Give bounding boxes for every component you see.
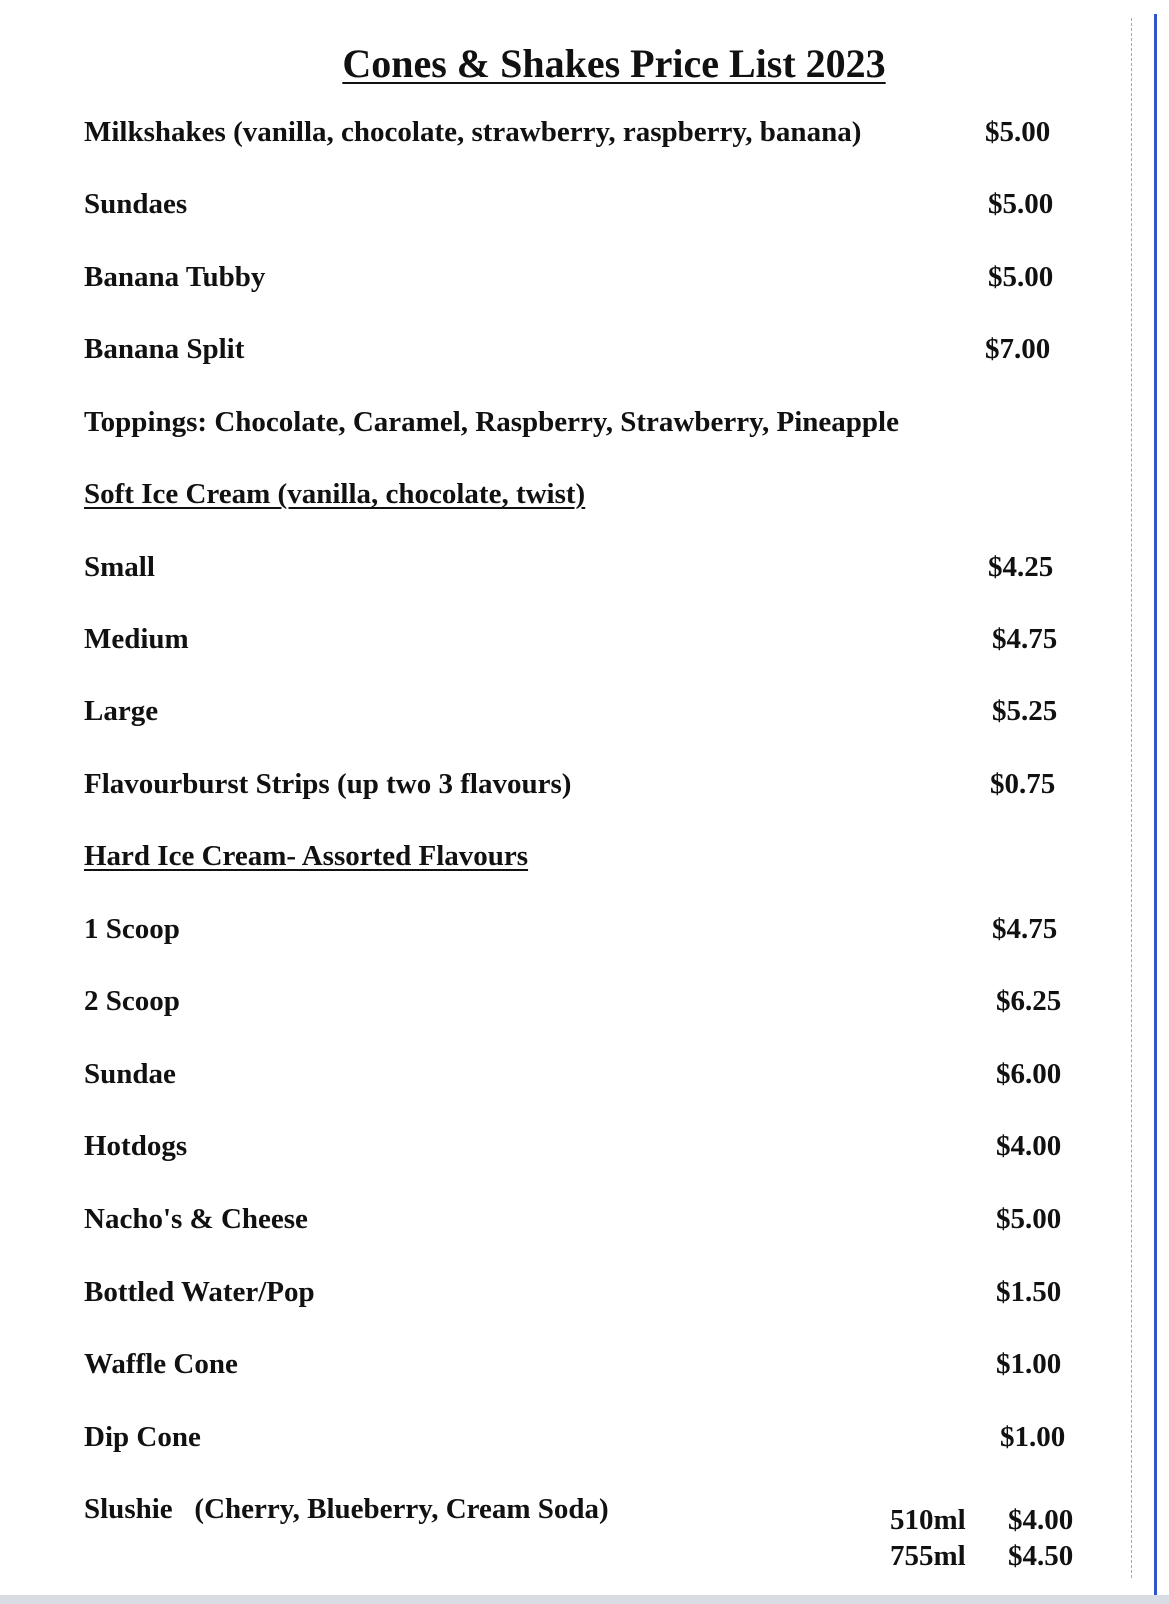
item-price: $5.00 (988, 261, 1054, 293)
item-label: Waffle Cone (84, 1348, 238, 1380)
section-label: Hard Ice Cream- Assorted Flavours (84, 840, 529, 872)
item-price: $1.00 (1000, 1421, 1066, 1453)
section-label: Soft Ice Cream (vanilla, chocolate, twist) (84, 478, 586, 510)
menu-row-waffle-cone (0, 1348, 1150, 1388)
item-label: Medium (84, 623, 189, 655)
item-label: Sundae (84, 1058, 176, 1090)
item-price: $4.75 (992, 913, 1058, 945)
item-label: Banana Tubby (84, 261, 266, 293)
page-margin-guide (1131, 18, 1132, 1578)
menu-row-flavourburst (0, 768, 1150, 808)
menu-row-hotdogs (0, 1130, 1150, 1170)
menu-row-milkshakes (0, 116, 1150, 156)
item-price: $4.25 (988, 551, 1054, 583)
item-price: $5.00 (996, 1203, 1062, 1235)
item-label: Dip Cone (84, 1421, 201, 1453)
item-label: Sundaes (84, 188, 188, 220)
size-label: 755ml (890, 1540, 966, 1572)
item-price: $4.00 (996, 1130, 1062, 1162)
item-price: $5.25 (992, 695, 1058, 727)
menu-row-toppings (0, 406, 1150, 446)
item-label: 1 Scoop (84, 913, 180, 945)
menu-row-nachos (0, 1203, 1150, 1243)
item-label: Slushie (Cherry, Blueberry, Cream Soda) (84, 1493, 609, 1525)
item-price: $5.00 (985, 116, 1051, 148)
item-price: $0.75 (990, 768, 1056, 800)
viewer-bottom-edge (0, 1595, 1169, 1604)
item-label: Toppings: Chocolate, Caramel, Raspberry, Strawberry, Pineapple (84, 406, 899, 438)
item-price: $5.00 (988, 188, 1054, 220)
menu-row-banana-split (0, 333, 1150, 373)
menu-row-large (0, 695, 1150, 735)
item-price: $1.00 (996, 1348, 1062, 1380)
item-price: $6.00 (996, 1058, 1062, 1090)
menu-row-bottled-water (0, 1276, 1150, 1316)
page-edge-line (1154, 14, 1157, 1604)
item-label: Large (84, 695, 159, 727)
page-title: Cones & Shakes Price List 2023 (342, 41, 886, 86)
menu-row-1-scoop (0, 913, 1150, 953)
item-price: $1.50 (996, 1276, 1062, 1308)
menu-row-dip-cone (0, 1421, 1150, 1461)
menu-row-2-scoop (0, 985, 1150, 1025)
section-heading-hard-ice-cream (0, 840, 1150, 880)
size-price: $4.00 (1008, 1504, 1074, 1536)
menu-row-small (0, 551, 1150, 591)
item-price: $4.75 (992, 623, 1058, 655)
size-price: $4.50 (1008, 1540, 1074, 1572)
menu-row-medium (0, 623, 1150, 663)
item-price: $6.25 (996, 985, 1062, 1017)
item-label: Banana Split (84, 333, 245, 365)
size-label: 510ml (890, 1504, 966, 1536)
menu-row-sundae (0, 1058, 1150, 1098)
item-label: Small (84, 551, 155, 583)
item-price: $7.00 (985, 333, 1051, 365)
menu-row-slushie (0, 1493, 1150, 1533)
item-label: Milkshakes (vanilla, chocolate, strawberry, raspberry, banana) (84, 116, 862, 148)
section-heading-soft-ice-cream (0, 478, 1150, 518)
item-label: Hotdogs (84, 1130, 188, 1162)
menu-row-sundaes (0, 188, 1150, 228)
item-label: Nacho's & Cheese (84, 1203, 308, 1235)
menu-row-banana-tubby (0, 261, 1150, 301)
item-label: Bottled Water/Pop (84, 1276, 315, 1308)
item-label: Flavourburst Strips (up two 3 flavours) (84, 768, 572, 800)
item-label: 2 Scoop (84, 985, 180, 1017)
